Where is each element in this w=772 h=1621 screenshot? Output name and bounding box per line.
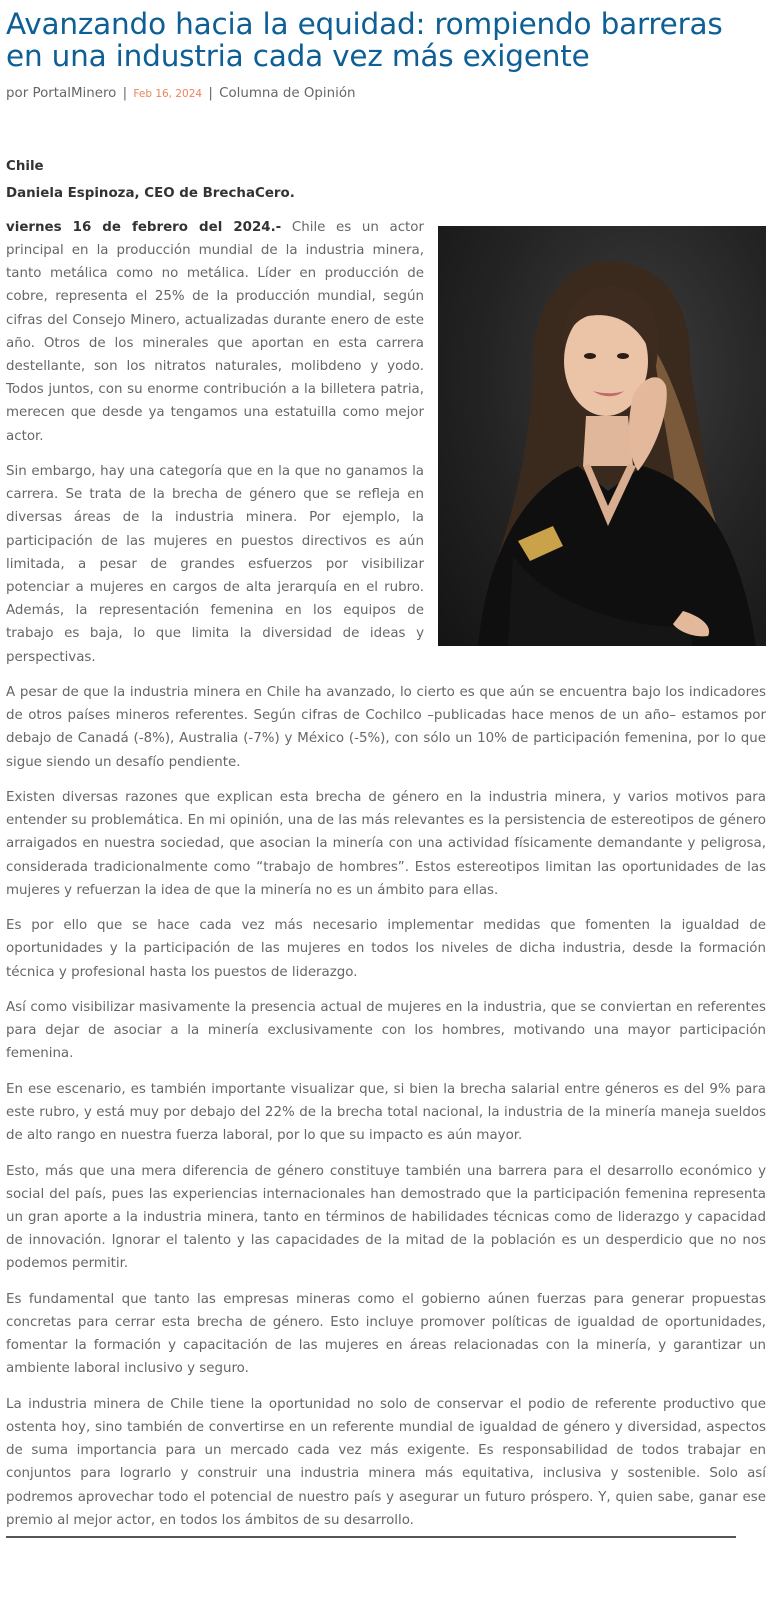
- meta-by-prefix: por: [6, 86, 29, 101]
- article-location: Chile: [6, 159, 44, 174]
- article-paragraph: La industria minera de Chile tiene la oportunidad no solo de conservar el podio de referente productivo que ostenta hoy, sino también de convertirse en un referente mundial de igualdad de género y diversidad, aspectos de suma importancia para un mercado cada vez más exigente. Es responsabilidad de todos trabajar en conjuntos para lograrlo y construir una industria minera más equitativa, inclusiva y sostenible. Solo así podremos aprovechar todo el potencial de nuestro país y asegurar un futuro próspero. Y, quien sabe, ganar ese premio al mejor actor, en todos los ámbitos de su desarrollo.: [6, 1396, 766, 1528]
- author-link[interactable]: PortalMinero: [32, 86, 117, 101]
- article-paragraph: Sin embargo, hay una categoría que en la que no ganamos la carrera. Se trata de la brecha de género que se refleja en diversas áreas de la industria minera. Por ejemplo, la participación de las mujeres en puestos directivos es aún limitada, a pesar de grandes esfuerzos por visibilizar potenciar a mujeres en cargos de alta jerarquía en el rubro. Además, la representación femenina en los equipos de trabajo es baja, lo que limita la diversidad de ideas y perspectivas.: [6, 463, 424, 665]
- article-paragraph: Existen diversas razones que explican esta brecha de género en la industria minera, y varios motivos para entender su problemática. En mi opinión, una de las más relevantes es la persistencia de estereotipos de género arraigados en nuestra sociedad, que asocian la minería con una actividad físicamente demandante y peligrosa, considerada tradicionalmente como “trabajo de hombres”. Estos estereotipos limitan las oportunidades de las mujeres y refuerzan la idea de que la minería no es un ámbito para ellas.: [6, 789, 766, 898]
- lead-text: Chile es un actor principal en la producción mundial de la industria minera, tanto metálica como no metálica. Líder en producción de cobre, representa el 25% de la producción mundial, según cifras del Consejo Minero, actualizadas durante enero de este año. Otros de los minerales que aportan en esta carrera destellante, son los nitratos naturales, molibdeno y yodo. Todos juntos, con su enorme contribución a la billetera patria, merecen que desde ya tengamos una estatuilla como mejor actor.: [6, 219, 425, 444]
- article-paragraph: En ese escenario, es también importante visualizar que, si bien la brecha salarial entre géneros es del 9% para este rubro, y está muy por debajo del 22% de la brecha total nacional, la industria de la minería maneja sueldos de alto rango en nuestra fuerza laboral, por lo que su impacto es aún mayor.: [6, 1081, 766, 1144]
- meta-separator: |: [122, 86, 128, 101]
- article-paragraph: A pesar de que la industria minera en Chile ha avanzado, lo cierto es que aún se encuentra bajo los indicadores de otros países mineros referentes. Según cifras de Cochilco –publicadas hace menos de un año– estamos por debajo de Canadá (-8%), Australia (-7%) y México (-5%), con sólo un 10% de participación femenina, por lo que sigue siendo un desafío pendiente.: [6, 684, 766, 770]
- article-paragraph: Esto, más que una mera diferencia de género constituye también una barrera para el desarrollo económico y social del país, pues las experiencias internacionales han demostrado que la participación femenina representa un gran aporte a la industria minera, tanto en términos de habilidades técnicas como de liderazgo y capacidad de innovación. Ignorar el talento y las capacidades de la mitad de la población es un desperdicio que no nos podemos permitir.: [6, 1163, 766, 1272]
- article-title: Avanzando hacia la equidad: rompiendo barreras en una industria cada vez más exigente: [6, 7, 723, 73]
- article-page: [6, 8, 766, 1538]
- author-portrait-image: [438, 226, 766, 646]
- article-paragraph: Es por ello que se hace cada vez más necesario implementar medidas que fomenten la igualdad de oportunidades y la participación de las mujeres en todos los niveles de dicha industria, desde la formación técnica y profesional hasta los puestos de liderazgo.: [6, 918, 766, 980]
- meta-separator: |: [208, 86, 213, 101]
- lead-date: viernes 16 de febrero del 2024.-: [6, 219, 282, 235]
- article-body: [6, 155, 766, 1538]
- article-paragraph: Es fundamental que tanto las empresas mineras como el gobierno aúnen fuerzas para generar propuestas concretas para cerrar esta brecha de género. Esto incluye promover políticas de igualdad de oportunidades, fomentar la formación y capacitación de las mujeres en áreas relacionadas con la minería, y garantizar un ambiente laboral inclusivo y seguro.: [6, 1291, 766, 1377]
- post-date: Feb 16, 2024: [133, 88, 203, 100]
- article-paragraph: Así como visibilizar masivamente la presencia actual de mujeres en la industria, que se conviertan en referentes para dejar de asociar a la minería exclusivamente con los hombres, motivando una mayor participación femenina.: [6, 999, 766, 1062]
- article-byline: Daniela Espinoza, CEO de BrechaCero.: [6, 186, 295, 201]
- article-end-divider: [6, 1536, 736, 1538]
- post-meta: [6, 85, 766, 103]
- category-link[interactable]: Columna de Opinión: [219, 86, 356, 101]
